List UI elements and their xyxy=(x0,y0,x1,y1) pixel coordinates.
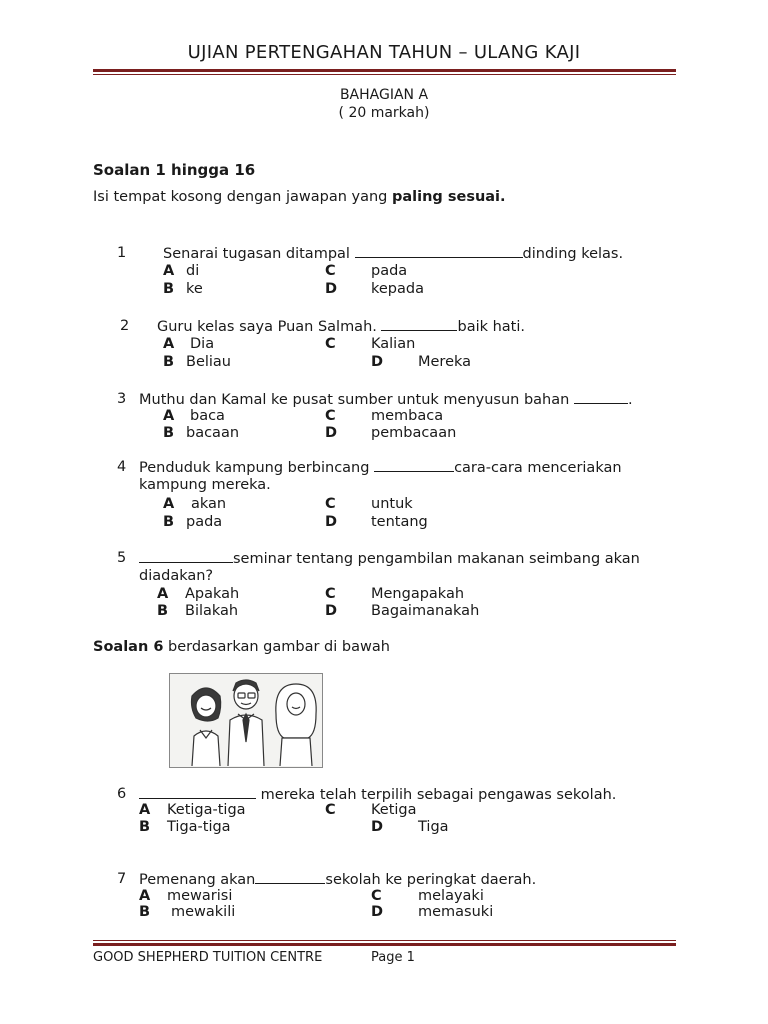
section-name: BAHAGIAN A xyxy=(339,87,429,103)
question-number: 1 xyxy=(117,245,127,261)
stem-before: Penduduk kampung berbincang xyxy=(139,460,375,476)
option-key: D xyxy=(325,603,338,619)
stem-after: dinding kelas. xyxy=(522,246,624,262)
page-title: UJIAN PERTENGAHAN TAHUN – ULANG KAJI xyxy=(187,42,581,63)
answer-blank xyxy=(139,550,233,563)
header-rule xyxy=(93,69,676,72)
students-illustration xyxy=(169,673,323,768)
question-stem xyxy=(139,391,633,408)
option-text: Mengapakah xyxy=(371,586,465,602)
option-key: D xyxy=(325,425,338,441)
option-text: Bilakah xyxy=(185,603,239,619)
option-key: A xyxy=(163,336,175,352)
option-key: B xyxy=(163,514,175,530)
stem-after: seminar tentang pengambilan makanan seimbang akan xyxy=(233,551,640,567)
option-text: mewarisi xyxy=(167,888,233,904)
option-text: pada xyxy=(186,514,223,530)
question-number: 5 xyxy=(117,550,127,566)
option-text: Kalian xyxy=(371,336,416,352)
answer-blank xyxy=(355,245,523,258)
question-stem xyxy=(157,318,525,335)
intro-heading: Soalan 1 hingga 16 xyxy=(93,161,256,179)
option-key: C xyxy=(325,336,336,352)
section-marks: ( 20 markah) xyxy=(338,105,430,121)
option-text: Beliau xyxy=(186,354,232,370)
question-stem xyxy=(139,550,640,567)
option-text: Ketiga xyxy=(371,802,417,818)
option-key: C xyxy=(325,408,336,424)
footer-rule-thin xyxy=(93,940,676,941)
option-key: B xyxy=(163,425,175,441)
question-stem-line2: kampung mereka. xyxy=(139,477,271,493)
option-key: A xyxy=(139,802,151,818)
footer-rule xyxy=(93,943,676,946)
option-key: C xyxy=(325,263,336,279)
question-number: 2 xyxy=(120,318,130,334)
picture-note xyxy=(93,639,390,655)
option-key: A xyxy=(157,586,169,602)
option-text: untuk xyxy=(371,496,413,512)
option-text: Mereka xyxy=(418,354,472,370)
option-key: B xyxy=(163,281,175,297)
question-stem xyxy=(139,871,536,888)
option-text: baca xyxy=(190,408,225,424)
option-key: B xyxy=(139,819,151,835)
option-key: C xyxy=(325,496,336,512)
option-text: pada xyxy=(371,263,408,279)
stem-before: Senarai tugasan ditampal xyxy=(163,246,355,262)
option-key: A xyxy=(163,496,175,512)
answer-blank xyxy=(139,786,256,799)
option-key: D xyxy=(371,819,384,835)
question-number: 7 xyxy=(117,871,127,887)
option-text: Ketiga-tiga xyxy=(167,802,246,818)
stem-before: Guru kelas saya Puan Salmah. xyxy=(157,319,382,335)
option-key: C xyxy=(325,802,336,818)
stem-after: cara-cara menceriakan xyxy=(454,460,622,476)
option-key: A xyxy=(163,408,175,424)
option-text: bacaan xyxy=(186,425,240,441)
option-key: D xyxy=(325,281,338,297)
option-key: B xyxy=(139,904,151,920)
option-text: Apakah xyxy=(185,586,240,602)
answer-blank xyxy=(381,318,457,331)
picture-note-bold: Soalan 6 xyxy=(93,639,164,655)
question-stem xyxy=(163,245,623,262)
students-drawing xyxy=(170,674,322,767)
answer-blank xyxy=(574,391,628,404)
option-key: B xyxy=(163,354,175,370)
intro-instruction xyxy=(93,189,506,205)
instruction-text: Isi tempat kosong dengan jawapan yang xyxy=(93,189,392,205)
stem-after: baik hati. xyxy=(457,319,526,335)
stem-after: sekolah ke peringkat daerah. xyxy=(325,872,537,888)
option-key: A xyxy=(163,263,175,279)
instruction-bold: paling sesuai. xyxy=(392,189,506,205)
question-stem xyxy=(139,786,616,803)
option-text: tentang xyxy=(371,514,428,530)
footer-page-number: Page 1 xyxy=(371,950,415,965)
stem-after: . xyxy=(627,392,633,408)
stem-after: mereka telah terpilih sebagai pengawas sekolah. xyxy=(256,787,617,803)
footer-centre-name: GOOD SHEPHERD TUITION CENTRE xyxy=(93,950,323,965)
option-key: D xyxy=(371,904,384,920)
header-rule-thin xyxy=(93,74,676,75)
option-key: A xyxy=(139,888,151,904)
answer-blank xyxy=(255,871,325,884)
option-text: pembacaan xyxy=(371,425,457,441)
picture-note-text: berdasarkan gambar di bawah xyxy=(163,639,390,655)
option-key: D xyxy=(371,354,384,370)
option-key: D xyxy=(325,514,338,530)
question-stem-line2: diadakan? xyxy=(139,568,214,584)
option-text: Dia xyxy=(190,336,215,352)
stem-before: Pemenang akan xyxy=(139,872,256,888)
option-text: melayaki xyxy=(418,888,484,904)
option-text: membaca xyxy=(371,408,444,424)
option-text: Tiga xyxy=(418,819,449,835)
question-number: 6 xyxy=(117,786,127,802)
option-text: Bagaimanakah xyxy=(371,603,480,619)
option-key: B xyxy=(157,603,169,619)
stem-before: Muthu dan Kamal ke pusat sumber untuk menyusun bahan xyxy=(139,392,574,408)
answer-blank xyxy=(374,459,454,472)
question-stem xyxy=(139,459,622,476)
option-text: kepada xyxy=(371,281,424,297)
option-text: ke xyxy=(186,281,203,297)
option-text: memasuki xyxy=(418,904,494,920)
option-text: akan xyxy=(191,496,227,512)
question-number: 4 xyxy=(117,459,127,475)
option-text: di xyxy=(186,263,200,279)
option-text: Tiga-tiga xyxy=(167,819,231,835)
question-number: 3 xyxy=(117,391,127,407)
option-text: mewakili xyxy=(171,904,236,920)
option-key: C xyxy=(371,888,382,904)
option-key: C xyxy=(325,586,336,602)
